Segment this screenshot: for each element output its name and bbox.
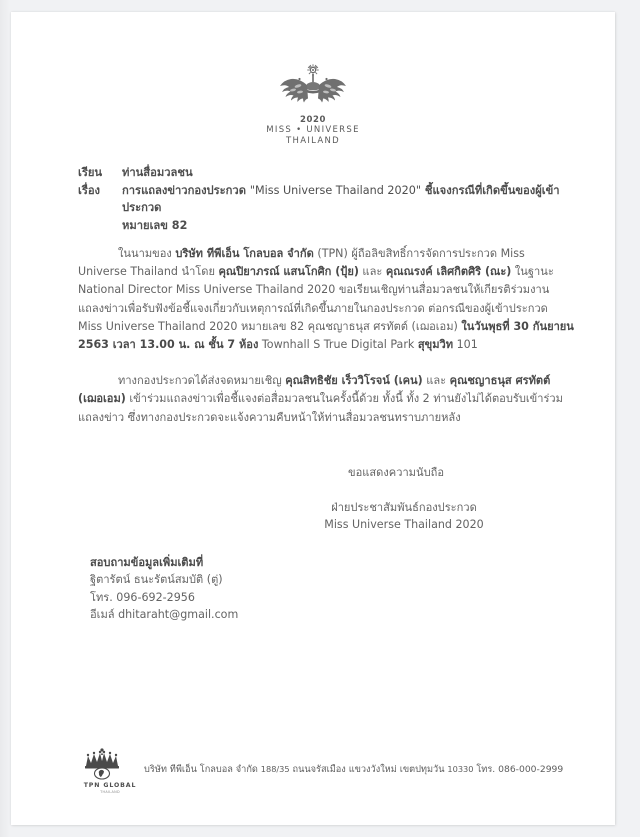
tpn-global-name: TPN GLOBAL <box>83 782 137 789</box>
signature-block <box>279 499 529 533</box>
emphasis-text: คุณณรงค์ เลิศกิตศิริ (ณะ) <box>385 265 512 279</box>
contact-block <box>90 554 238 624</box>
document-footer <box>11 747 615 807</box>
miss-universe-crown-icon <box>269 62 357 112</box>
contact-email-value[interactable]: dhitaraht@gmail.com <box>118 608 239 622</box>
subject-value <box>122 182 578 217</box>
body-text: ในฐานะ National Director Miss Universe Thailand 2020 ขอเรียนเชิญท่านสื่อมวลชนให้เกียรติร่วมงานแถลงข่าวเพื่อรับฟังข้อชี้แจงเกี่ยวกับเหตุการณ์ที่เกิดขึ้นภายในกองประกวด ต่อกรณีของผู้เข้าประกวด Miss Universe Thailand 2020 หมายเลข 82 คุณชญาธนุส ศรทัตต์ (เฌอเอม) <box>78 265 554 333</box>
contact-email-row <box>90 606 238 623</box>
recipient-value: ท่านสื่อมวลชน <box>122 166 193 179</box>
subject-value-line2: หมายเลข 82 <box>122 218 188 232</box>
tpn-global-crown-icon <box>79 747 141 781</box>
paragraph-1 <box>78 245 575 354</box>
contact-name: ฐิตารัตน์ ธนะรัตน์สมบัติ (ตู่) <box>90 573 223 587</box>
recipient-row <box>78 164 578 182</box>
paragraph-2 <box>78 372 575 427</box>
emphasis-text: บริษัท ทีพีเอ็น โกลบอล จำกัด <box>175 247 314 260</box>
signer-department: ฝ่ายประชาสัมพันธ์กองประกวด <box>331 501 477 514</box>
emphasis-text: สุขุมวิท <box>417 338 454 352</box>
subject-quoted-title: "Miss Universe Thailand 2020" <box>249 183 421 197</box>
footer-postcode: 10330 <box>447 764 474 774</box>
body-text: ในนามของ <box>118 247 176 260</box>
logo-title-line2: THAILAND <box>286 136 340 146</box>
document-content <box>11 12 615 825</box>
tpn-global-logo <box>79 747 141 795</box>
footer-company: บริษัท ทีพีเอ็น โกลบอล จำกัด <box>144 764 261 775</box>
contact-email-label: อีเมล์ <box>90 608 115 622</box>
tpn-global-subtitle: THAILAND <box>100 790 120 794</box>
body-text: (TPN) ผู้ถือลิขสิทธิ์การจัดการประกวด Miss Universe Thailand นำโดย <box>78 247 525 279</box>
emphasis-text: คุณปิยาภรณ์ แสนโกศิก (ปุ้ย) <box>218 265 359 279</box>
letterhead-logo <box>11 62 615 147</box>
footer-address-rest: ถนนจรัสเมือง แขวงวังใหม่ เขตปทุมวัน <box>289 764 448 775</box>
contact-phone-row <box>90 589 238 606</box>
footer-phone: 086-000-2999 <box>498 764 564 775</box>
body-text: และ <box>358 265 386 279</box>
recipient-label: เรียน <box>78 166 103 179</box>
document-page <box>11 12 615 825</box>
signer-organization: Miss Universe Thailand 2020 <box>324 518 484 531</box>
closing-regards: ขอแสดงความนับถือ <box>348 466 444 479</box>
contact-phone-label: โทร. <box>90 590 113 604</box>
contact-phone-value: 096-692-2956 <box>116 590 195 604</box>
body-text: และ <box>422 374 450 388</box>
contact-title: สอบถามข้อมูลเพิ่มเติมที่ <box>90 556 204 569</box>
subject-row <box>78 182 578 217</box>
body-text: Townhall S True Digital Park <box>258 338 418 352</box>
subject-part-b: ชี้แจงกรณีที่เกิดขึ้นของผู้เข้าประกวด <box>122 183 560 214</box>
letter-body <box>78 245 575 445</box>
logo-title-line1: MISS • UNIVERSE <box>266 125 360 135</box>
body-text: 101 <box>453 338 478 352</box>
subject-part-a: การแถลงข่าวกองประกวด <box>122 183 250 197</box>
emphasis-text: คุณชญาธนุส ศรทัตต์ (เฌอเอม) <box>78 374 551 406</box>
emphasis-text: ในวันพุธที่ 30 กันยายน 2563 เวลา 13.00 น. ณ ชั้น 7 ห้อง <box>78 319 574 352</box>
footer-phone-label: โทร. <box>473 764 499 775</box>
body-text: เข้าร่วมแถลงข่าวเพื่อชี้แจงต่อสื่อมวลชนในครั้งนี้ด้วย ทั้งนี้ ทั้ง 2 ท่านยังไม่ได้ตอบรับเข้าร่วมแถลงข่าว ซึ่งทางกองประกวดจะแจ้งความคืบหน้าให้ท่านสื่อมวลชนทราบภายหลัง <box>78 392 563 424</box>
footer-address <box>144 763 563 776</box>
emphasis-text: คุณสิทธิชัย เร็ววิโรจน์ (เคน) <box>285 374 423 388</box>
logo-year: 2020 <box>299 115 327 125</box>
footer-address-number: 188/35 <box>260 764 290 774</box>
subject-label: เรื่อง <box>78 183 101 197</box>
body-text: ทางกองประกวดได้ส่งจดหมายเชิญ <box>118 374 286 388</box>
letter-header-fields <box>78 164 578 234</box>
